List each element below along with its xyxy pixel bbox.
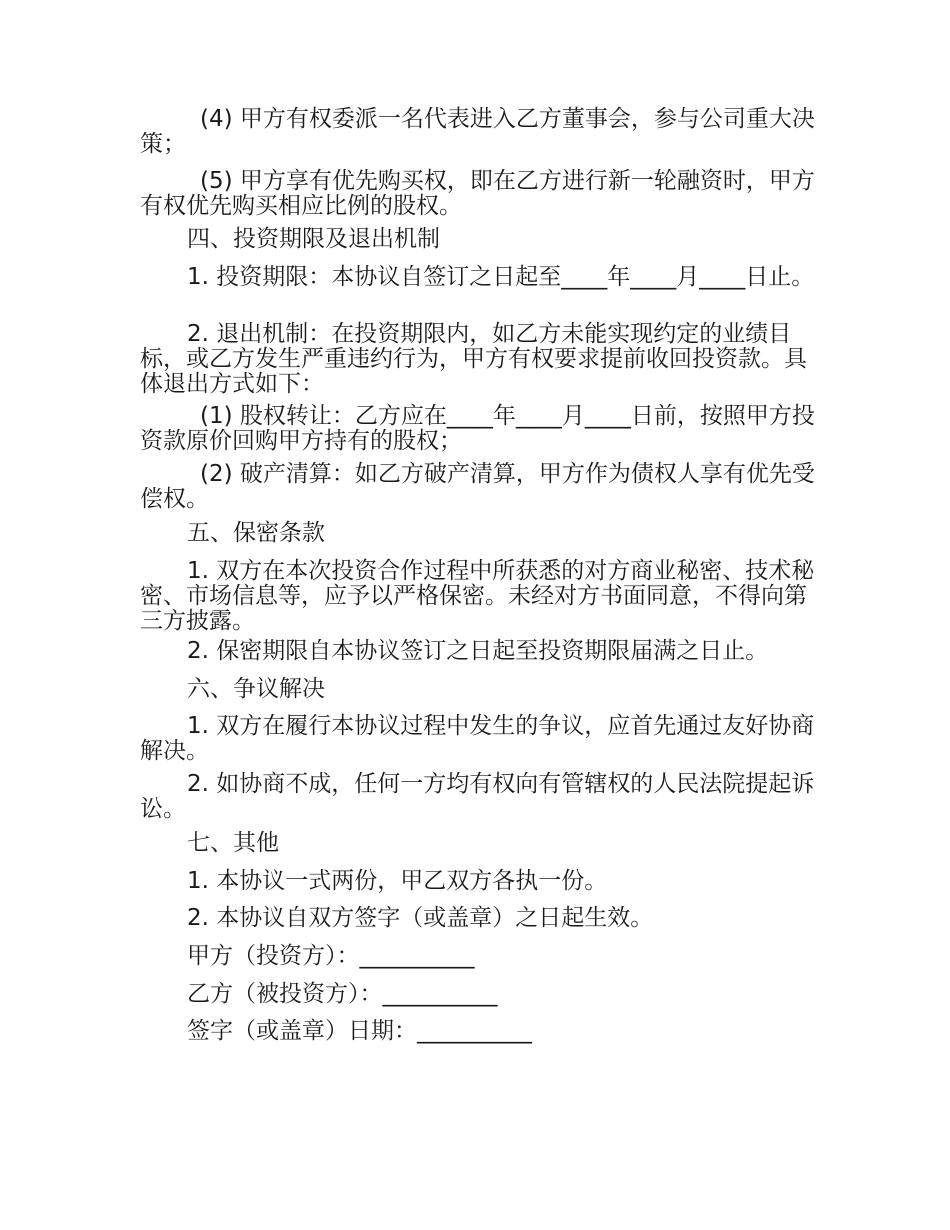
bankruptcy-clause: (2) 破产清算：如乙方破产清算，甲方作为债权人享有优先受偿权。 [140,461,815,512]
other-clause-2: 2. 本协议自双方签字（或盖章）之日起生效。 [187,905,654,931]
section-6-heading: 六、争议解决 [187,676,325,702]
signing-date-line: 签字（或盖章）日期：__________ [187,1018,532,1044]
clause-4-board-seat: (4) 甲方有权委派一名代表进入乙方董事会，参与公司重大决策； [140,106,815,157]
dispute-clause-1: 1. 双方在履行本协议过程中发生的争议，应首先通过友好协商解决。 [140,713,815,764]
section-7-heading: 七、其他 [187,830,279,856]
confidentiality-clause-2: 2. 保密期限自本协议签订之日起至投资期限届满之日止。 [187,638,769,664]
clause-5-preemptive-right: (5) 甲方享有优先购买权，即在乙方进行新一轮融资时，甲方有权优先购买相应比例的股权。 [140,168,815,219]
equity-transfer-clause: (1) 股权转让：乙方应在____年____月____日前，按照甲方投资款原价回购甲方持有的股权； [140,403,815,454]
exit-mechanism-clause: 2. 退出机制：在投资期限内，如乙方未能实现约定的业绩目标，或乙方发生严重违约行为，甲方有权要求提前收回投资款。具体退出方式如下： [140,321,807,397]
dispute-clause-2: 2. 如协商不成，任何一方均有权向有管辖权的人民法院提起诉讼。 [140,771,815,822]
confidentiality-clause-1: 1. 双方在本次投资合作过程中所获悉的对方商业秘密、技术秘密、市场信息等，应予以严格保密。未经对方书面同意，不得向第三方披露。 [140,558,815,634]
investment-term-clause: 1. 投资期限：本协议自签订之日起至____年____月____日止。 [187,264,815,290]
party-b-signature-line: 乙方（被投资方）：__________ [187,981,498,1007]
section-4-heading: 四、投资期限及退出机制 [187,226,440,252]
party-a-signature-line: 甲方（投资方）：__________ [187,943,475,969]
other-clause-1: 1. 本协议一式两份，甲乙双方各执一份。 [187,868,608,894]
section-5-heading: 五、保密条款 [187,520,325,546]
